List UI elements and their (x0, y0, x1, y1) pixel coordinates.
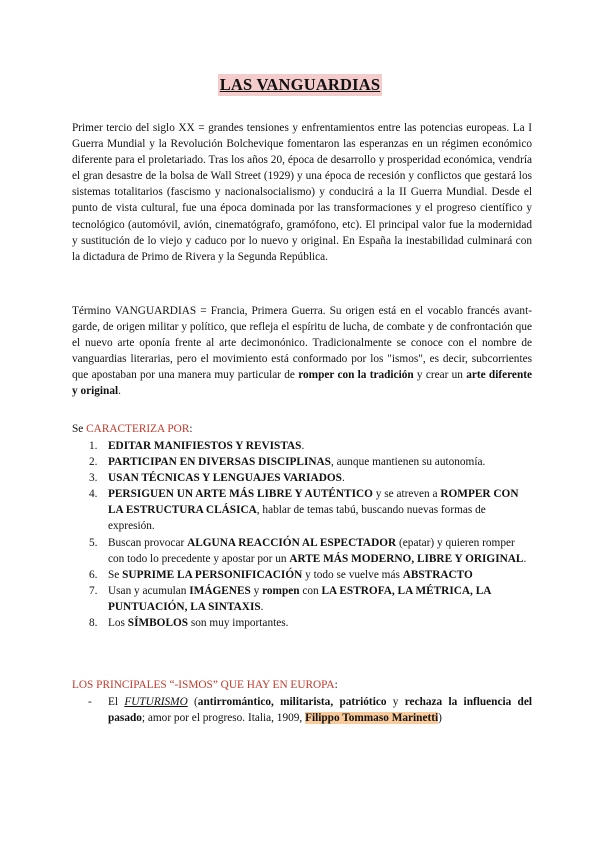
termino-bold-1: romper con la tradición (298, 369, 414, 382)
ism-author: Filippo Tommaso Marinetti (305, 712, 439, 725)
list-number: 3. (89, 472, 98, 485)
list-item (72, 583, 532, 615)
list-number: 1. (89, 440, 98, 452)
list-number: 6. (89, 568, 98, 581)
list-number: 2. (89, 456, 98, 469)
caracteriza-heading (72, 421, 193, 437)
list-text: . (301, 440, 305, 452)
termino-mid: y crear un (413, 369, 467, 382)
isms-list (72, 694, 532, 726)
list-item (72, 454, 532, 470)
termino-bold-2: arte diferente y original (72, 369, 532, 398)
intro-paragraph: Primer tercio del siglo XX = grandes tensiones y enfrentamientos entre las potencias europeas. La I Guerra Mundial y la Revolución Bolchevique fomentaron las esperanzas en un régimen económico diferente para el proletariado. Tras los años 20, época de desarrollo y prosperidad económica, vendría el gran desastre de la bolsa de Wall Street (1929) y una época de recesión y conflictos que gestará los sistemas totalitarios (fascismo y nacionalsocialismo) y conducirá a la II Guerra Mundial. Desde el punto de vista cultural, fue una época dominada por las transformaciones y el progreso científico y tecnológico (automóvil, avión, cinematógrafo, gramófono, etc). El principal valor fue la modernidad y sustitución de lo viejo y caduco por lo nuevo y original. En España la inestabilidad culminará con la dictadura de Primo de Rivera y la Segunda República. (72, 122, 532, 263)
ism-name: FUTURISMO (124, 696, 188, 708)
list-text-0: Se (108, 568, 123, 581)
list-bold: PERSIGUEN UN ARTE MÁS LIBRE Y AUTÉNTICO (108, 488, 373, 501)
ism-text-1: ( (187, 696, 198, 708)
termino-text: Término VANGUARDIAS = Francia, Primera Guerra. Su origen está en el vocablo francés avant-garde, de origen militar y político, que refleja el espíritu de lucha, de combate y de confrontación que el nuevo arte oponía frente al arte decimonónico. Tradicionalmente se conoce con el nombre de vanguardias literarias, pero el movimiento está conformado por los "ismos", es decir, subcorrientes que apostaban por una manera muy particular de (72, 305, 532, 382)
characteristics-list (72, 438, 532, 631)
ism-dash: - (88, 696, 92, 708)
list-text-3: . (260, 600, 264, 613)
termino-paragraph (72, 303, 532, 400)
list-text: son muy importantes. (188, 617, 289, 630)
list-text: y se atreven a (372, 488, 441, 501)
ism-text-2: y (386, 696, 405, 708)
list-text-0: Usan y acumulan (108, 584, 190, 597)
ism-bold-1: antirromántico, militarista, patriótico (197, 696, 387, 708)
list-bold: IMÁGENES (189, 584, 251, 597)
list-item (72, 486, 532, 534)
list-text-2: . (523, 552, 527, 565)
list-number: 5. (89, 536, 98, 549)
list-bold-2: ABSTRACTO (402, 568, 473, 581)
list-bold: SUPRIME LA PERSONIFICACIÓN (122, 568, 303, 581)
ism-text-0: El (108, 696, 125, 708)
isms-heading-colon: : (334, 679, 338, 691)
caracteriza-label: CARACTERIZA POR (86, 423, 190, 435)
list-text-2: , hablar de temas tabú, buscando nuevas formas de expresión. (108, 504, 486, 533)
list-item (72, 470, 532, 486)
ism-bold-2: rechaza la influencia del pasado (108, 696, 532, 725)
list-text-0: Buscan provocar (108, 536, 188, 549)
list-text-2: con (299, 584, 322, 597)
list-bold-2: rompen (262, 584, 300, 597)
list-bold-2: ARTE MÁS MODERNO, LIBRE Y ORIGINAL (289, 552, 524, 565)
list-number: 8. (89, 617, 98, 630)
list-bold-2: ROMPER CON LA ESTRUCTURA CLÁSICA (108, 488, 519, 517)
list-bold: ALGUNA REACCIÓN AL ESPECTADOR (187, 536, 397, 549)
list-text: (epatar) y quieren romper con todo lo precedente y apostar por un (108, 536, 515, 565)
caracteriza-colon: : (189, 423, 193, 435)
isms-heading (72, 677, 338, 693)
list-item (72, 535, 532, 567)
list-bold: EDITAR MANIFIESTOS Y REVISTAS (108, 440, 302, 452)
list-item (72, 567, 532, 583)
list-number: 7. (89, 584, 98, 597)
list-bold: PARTICIPAN EN DIVERSAS DISCIPLINAS (108, 456, 331, 469)
list-number: 4. (89, 488, 98, 501)
list-text-0: Los (108, 617, 128, 630)
list-item (72, 438, 532, 454)
termino-end: . (118, 385, 121, 398)
list-bold: SÍMBOLOS (127, 617, 189, 630)
page-title: LAS VANGUARDIAS (219, 75, 381, 94)
isms-heading-label: LOS PRINCIPALES “-ISMOS” QUE HAY EN EUROPA (72, 679, 335, 691)
ism-text-3: ; amor por el progreso. Italia, 1909, (141, 712, 306, 725)
ism-text-4: ) (438, 712, 442, 725)
list-text: y (250, 584, 263, 597)
list-bold: USAN TÉCNICAS Y LENGUAJES VARIADOS (108, 472, 342, 485)
list-text: , aunque mantienen su autonomía. (330, 456, 486, 469)
list-item (72, 615, 532, 631)
list-bold-3: LA ESTROFA, LA MÉTRICA, LA PUNTUACIÓN, LA SINTAXIS (108, 584, 491, 613)
list-text: y todo se vuelve más (302, 568, 403, 581)
caracteriza-prefix: Se (72, 423, 87, 435)
title-container (0, 74, 600, 96)
list-text: . (341, 472, 345, 485)
ism-item (72, 694, 532, 726)
